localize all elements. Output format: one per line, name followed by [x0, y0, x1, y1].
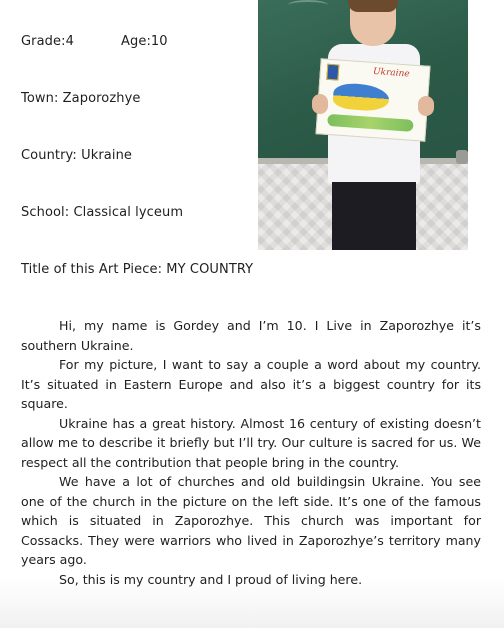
- essay-paragraph: Ukraine has a great history. Almost 16 century of existing doesn’t allow me to describe it briefly but I’ll try. Our culture is sacred for us. We respect all the contribution that people bring in the country.: [21, 415, 481, 470]
- grade-field: Grade:4: [21, 34, 74, 49]
- country-field: Country: Ukraine: [21, 148, 133, 163]
- right-hand: [418, 96, 434, 116]
- age-field: Age:10: [121, 34, 168, 49]
- essay-paragraph: Hi, my name is Gordey and I’m 10. I Live in Zaporozhye it’s southern Ukraine.: [21, 318, 481, 353]
- drawing-label: Ukraine: [372, 66, 410, 80]
- chalk-mark: [288, 0, 328, 10]
- left-hand: [312, 94, 328, 114]
- school-field: School: Classical lyceum: [21, 205, 184, 220]
- ukraine-map-icon: [332, 82, 390, 112]
- trident-emblem-icon: [326, 64, 339, 81]
- essay-paragraph: We have a lot of churches and old buildingsin Ukraine. You see one of the church in the picture on the left side. It’s one of the famous which is situated in Zaporozhye. This church was important for Cossacks. They were warriors who lived in Zaporozhye’s territory many years ago.: [21, 474, 481, 567]
- student-photo: [258, 0, 468, 250]
- essay-paragraph: So, this is my country and I proud of living here.: [59, 571, 363, 587]
- board-hook: [456, 150, 468, 164]
- essay-body: [21, 316, 481, 589]
- essay-paragraph: For my picture, I want to say a couple a word about my country. It’s situated in Eastern Europe and also it’s a biggest country for its square.: [21, 357, 481, 411]
- town-field: Town: Zaporozhye: [21, 91, 141, 106]
- art-title-field: Title of this Art Piece: MY COUNTRY: [21, 262, 254, 277]
- boy-hair: [348, 0, 398, 12]
- drawing-ground: [327, 114, 414, 132]
- art-drawing: [315, 58, 430, 141]
- boy-pants: [332, 182, 416, 250]
